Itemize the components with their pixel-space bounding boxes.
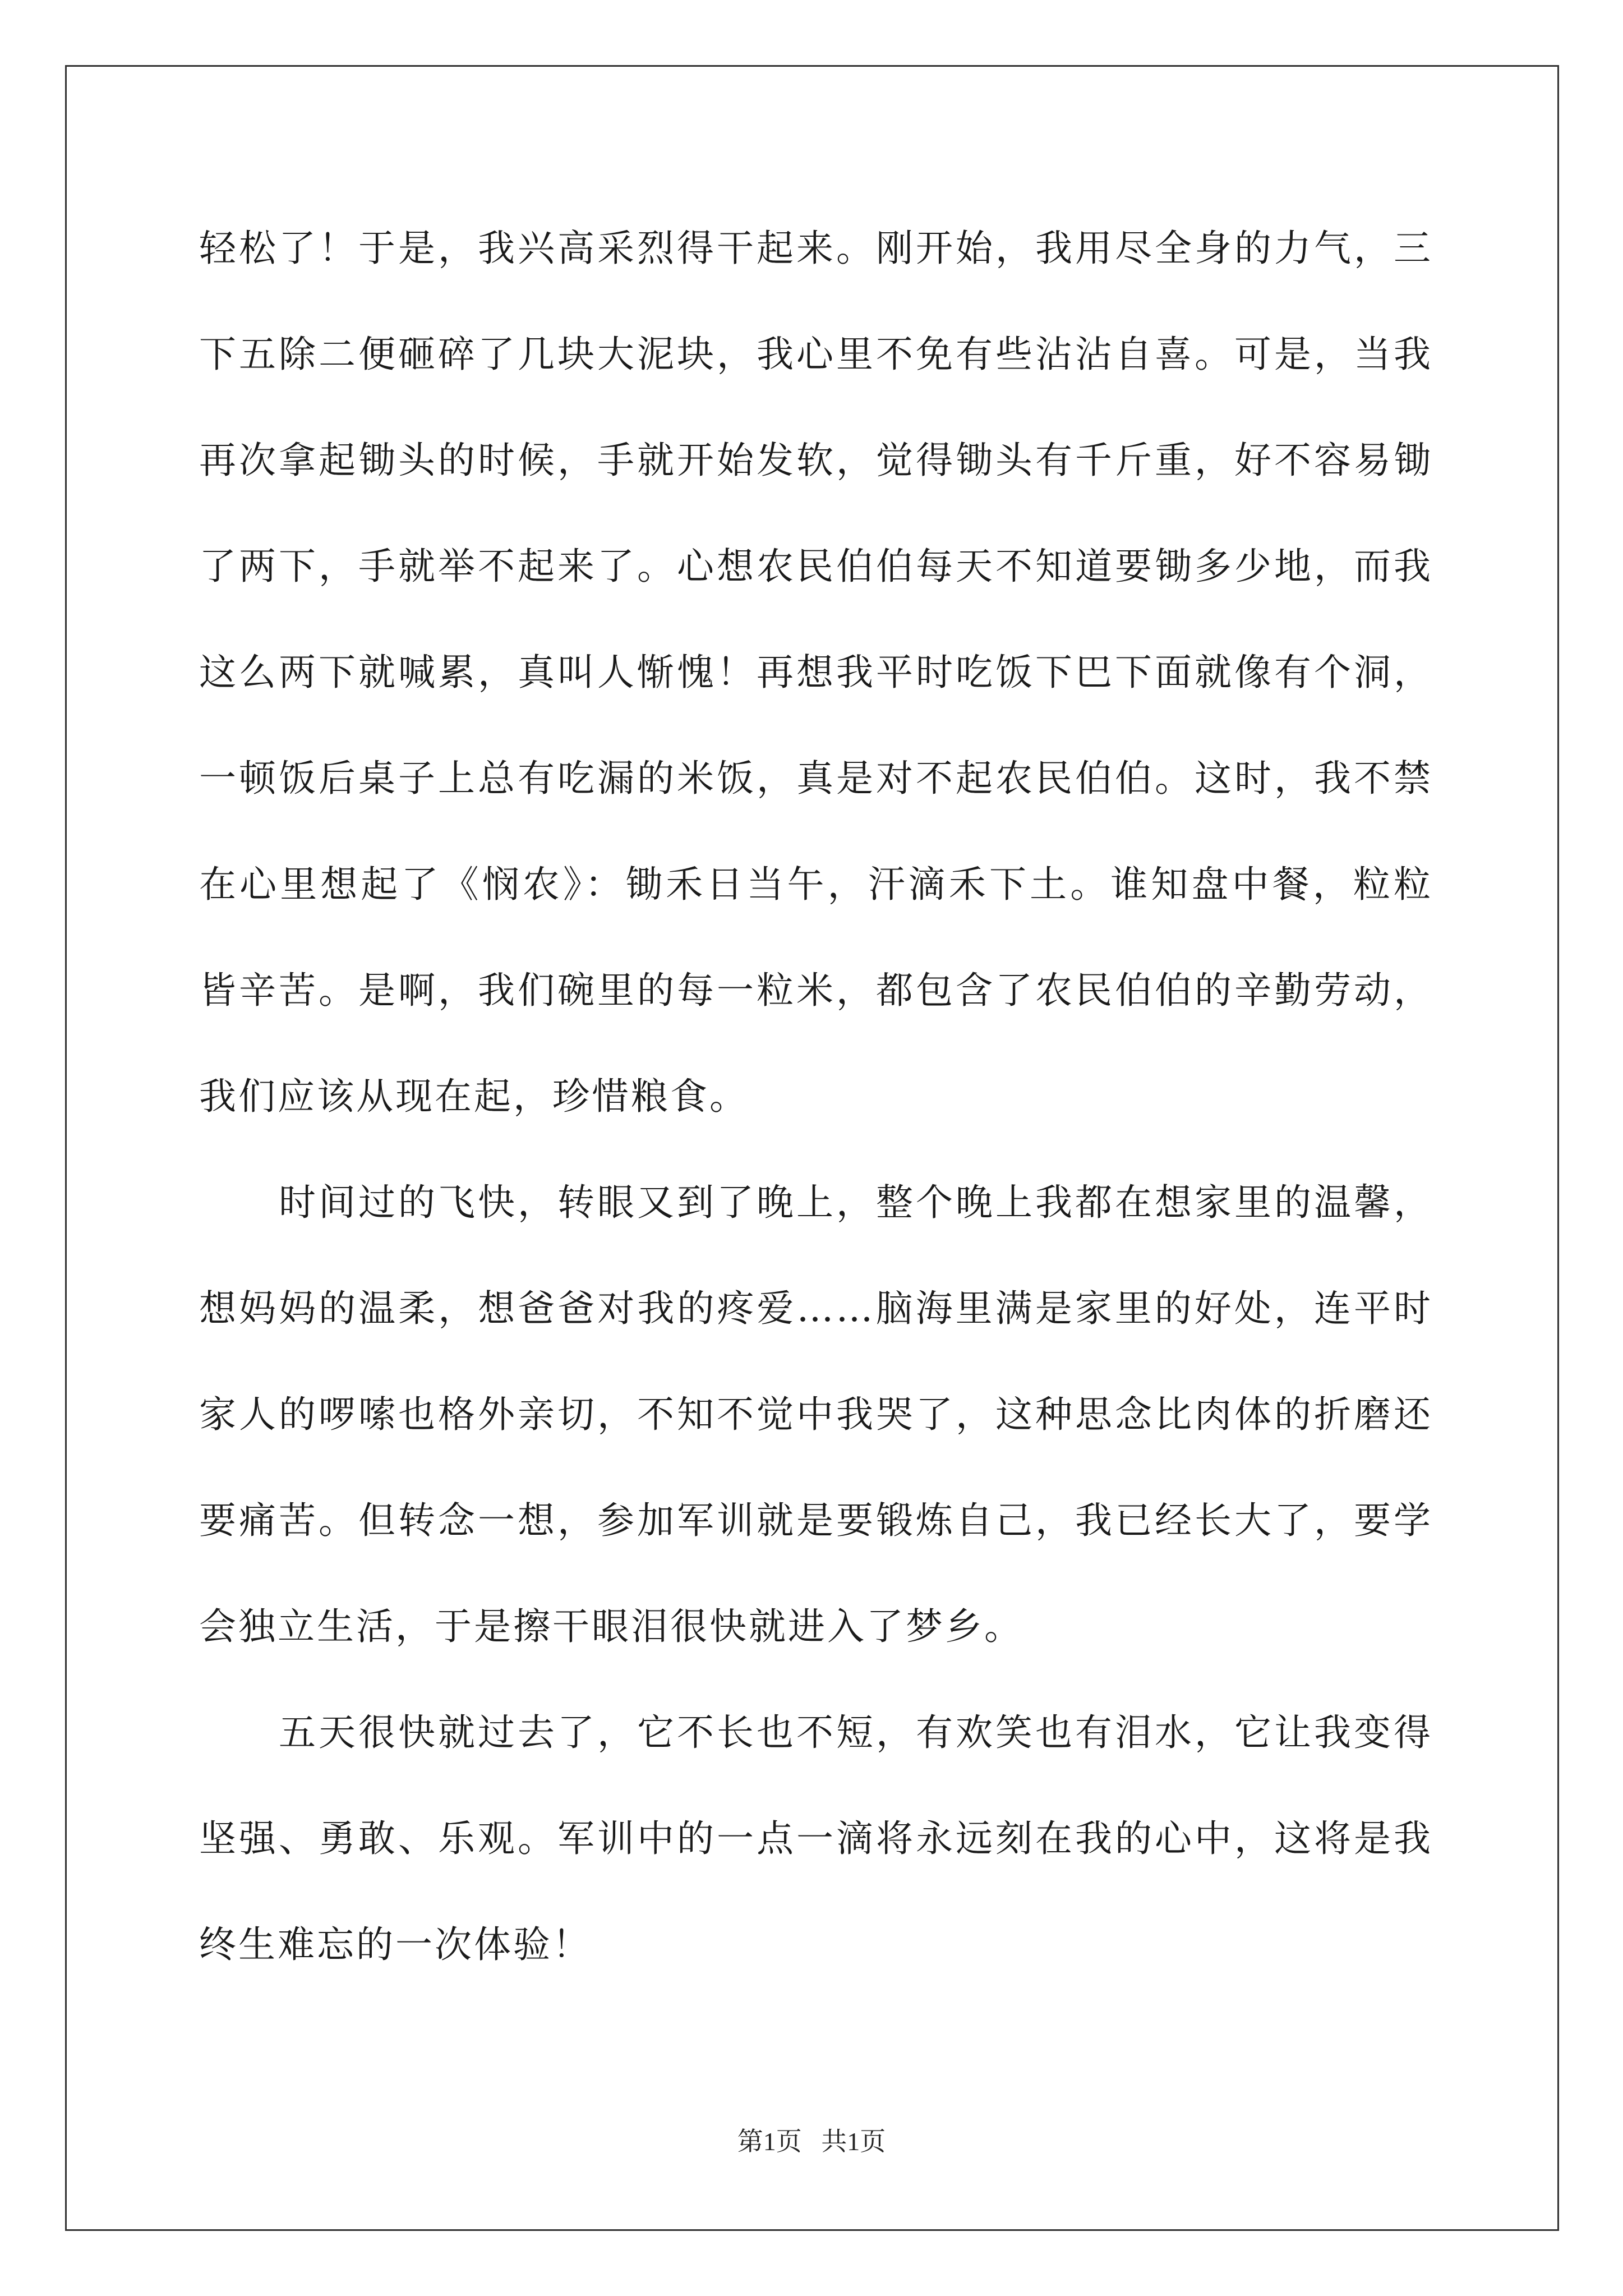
paragraph-1: 轻松了！于是，我兴高采烈得干起来。刚开始，我用尽全身的力气，三下五除二便砸碎了几块大泥块，我心里不免有些沾沾自喜。可是，当我再次拿起锄头的时候，手就开始发软，觉得锄头有千斤重，好不容易锄了两下，手就举不起来了。心想农民伯伯每天不知道要锄多少地，而我这么两下就喊累，真叫人惭愧！再想我平时吃饭下巴下面就像有个洞，一顿饭后桌子上总有吃漏的米饭，真是对不起农民伯伯。这时，我不禁在心里想起了《悯农》：锄禾日当午，汗滴禾下土。谁知盘中餐，粒粒皆辛苦。是啊，我们碗里的每一粒米，都包含了农民伯伯的辛勤劳动，我们应该从现在起，珍惜粮食。 <box>199 227 1433 1118</box>
paragraph-2: 时间过的飞快，转眼又到了晚上，整个晚上我都在想家里的温馨，想妈妈的温柔，想爸爸对我的疼爱……脑海里满是家里的好处，连平时家人的啰嗦也格外亲切，不知不觉中我哭了，这种思念比肉体的折磨还要痛苦。但转念一想，参加军训就是要锻炼自己，我已经长大了，要学会独立生活，于是擦干眼泪很快就进入了梦乡。 <box>199 1181 1433 1648</box>
page-number: 第1页 <box>737 2127 802 2156</box>
page-total: 共1页 <box>821 2127 886 2156</box>
document-body <box>199 195 1433 1998</box>
page-footer <box>0 2125 1623 2159</box>
footer-separator <box>802 2127 822 2156</box>
paragraph-3: 五天很快就过去了，它不长也不短，有欢笑也有泪水，它让我变得坚强、勇敢、乐观。军训中的一点一滴将永远刻在我的心中，这将是我终生难忘的一次体验！ <box>199 1711 1433 1966</box>
